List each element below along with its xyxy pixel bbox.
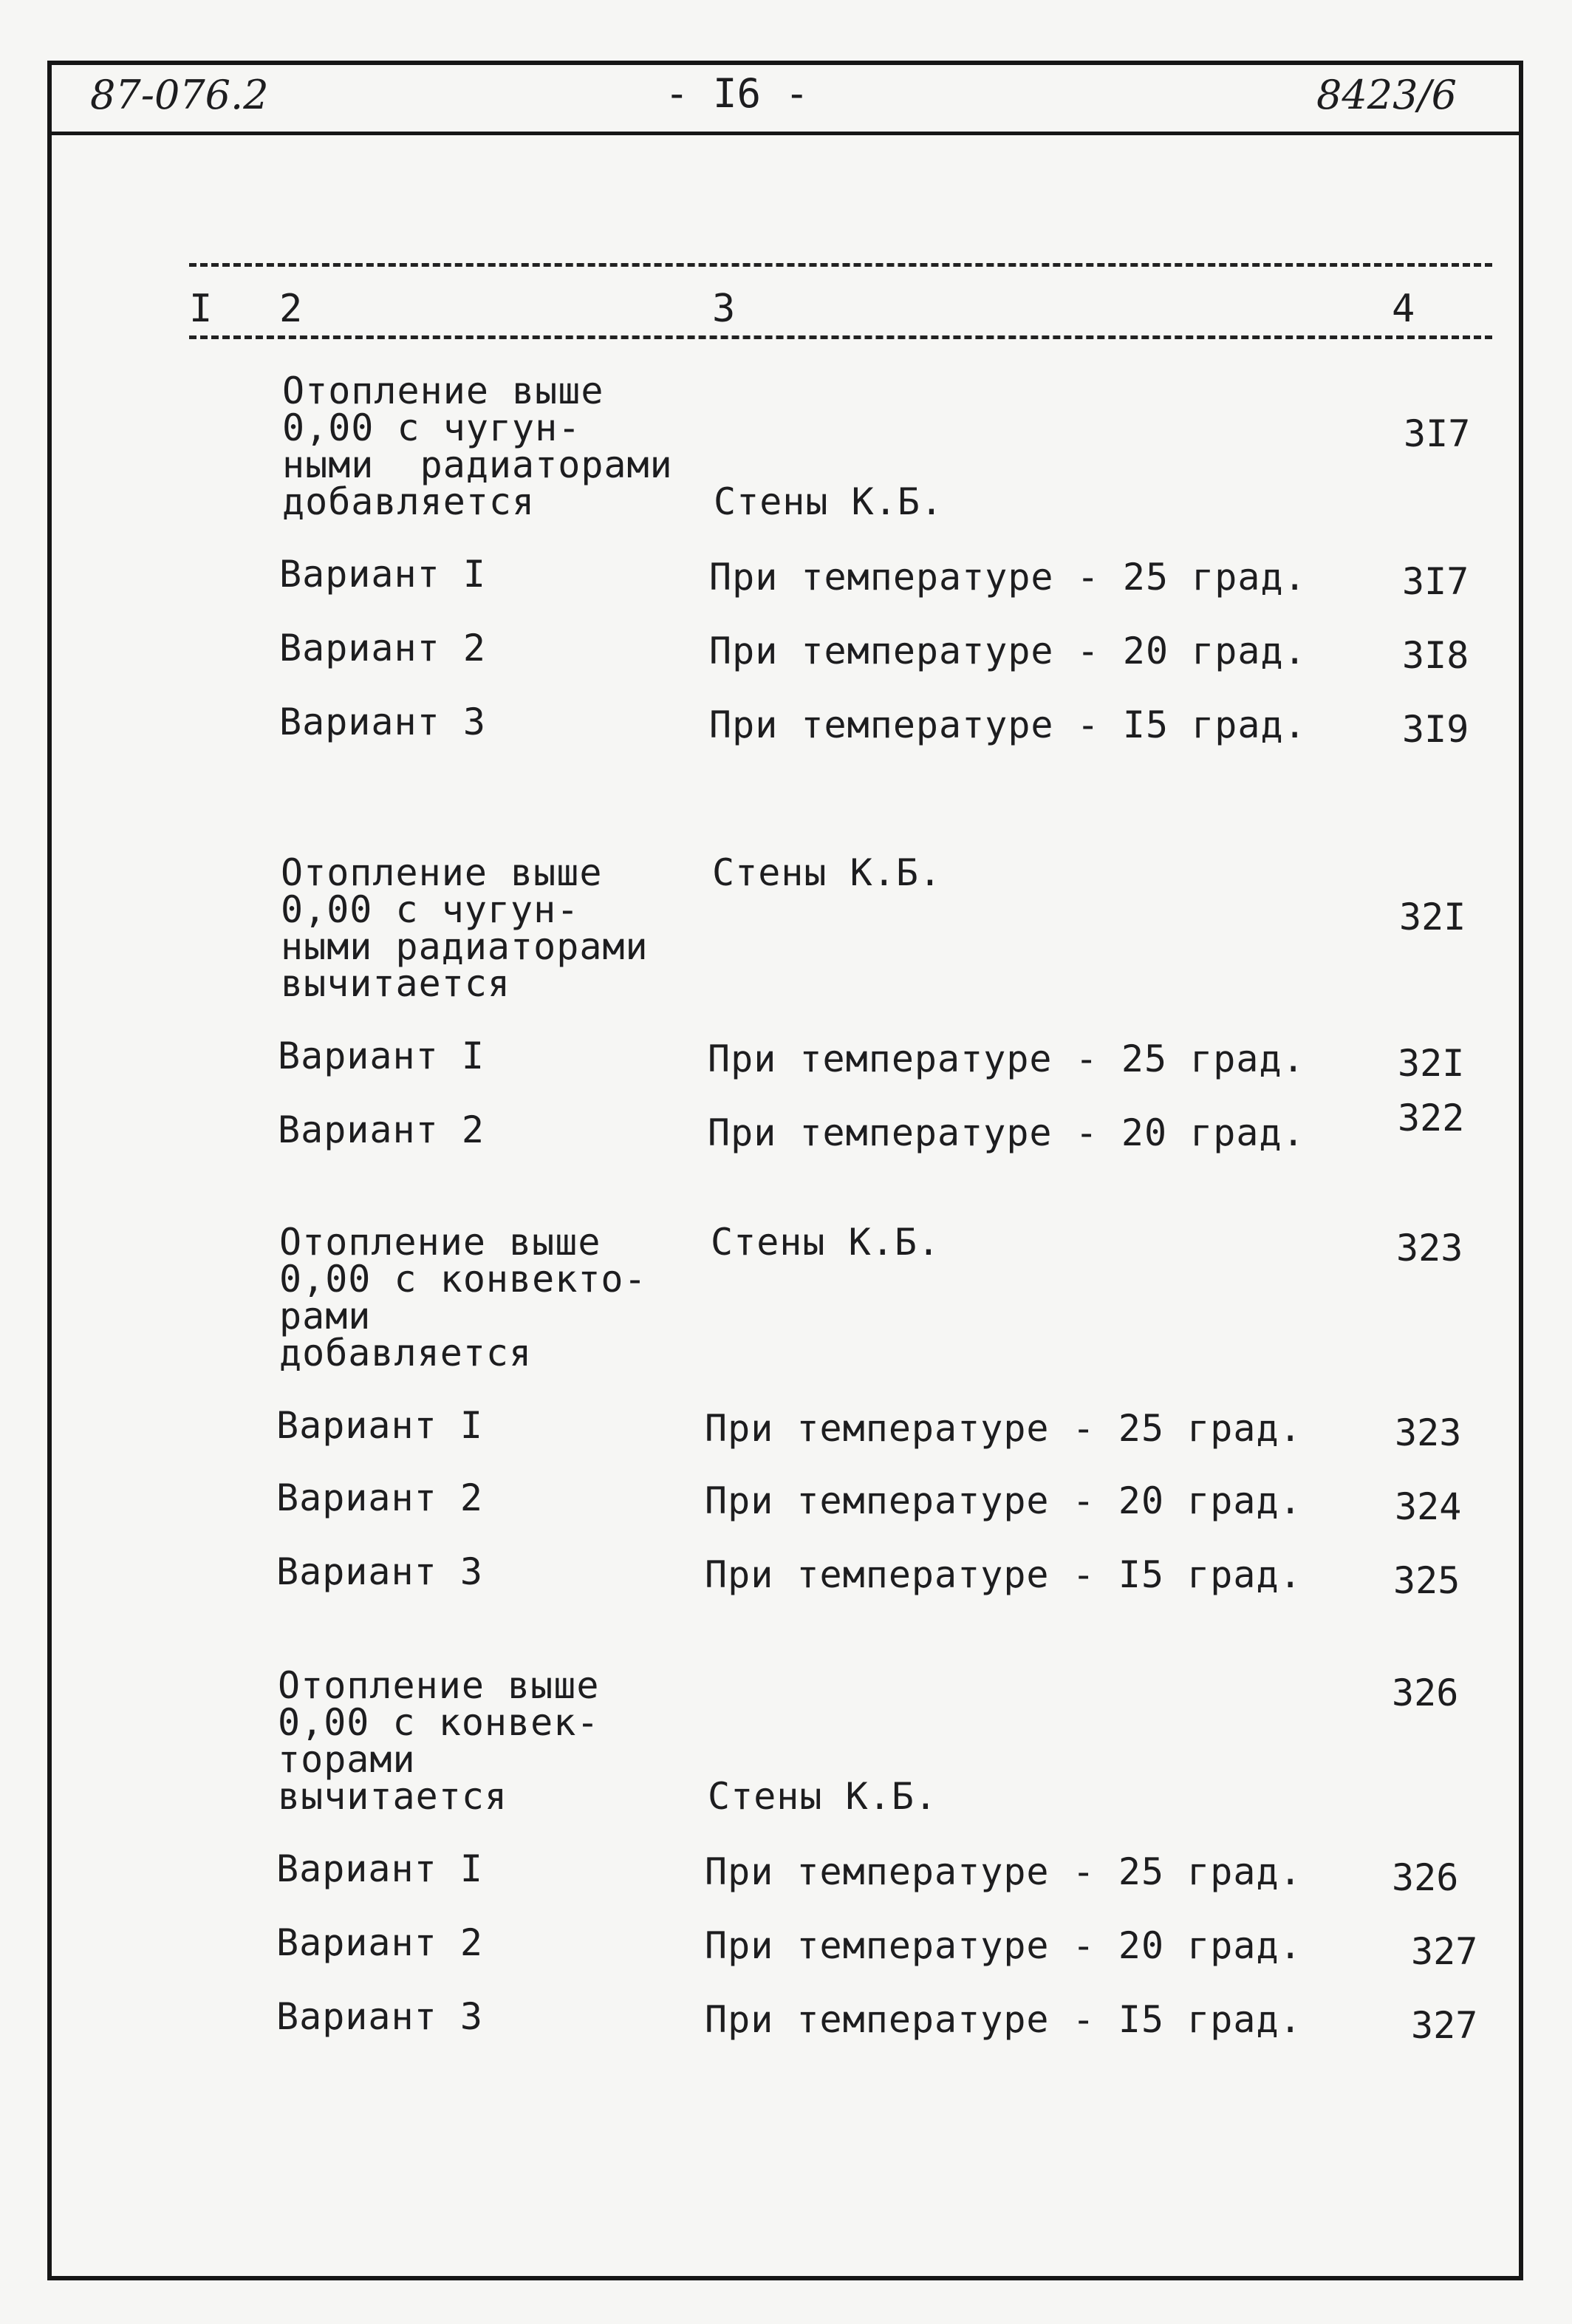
group-title-line: вычитается [278,1775,508,1818]
group-title-line: 0,00 с конвек- [278,1701,600,1744]
variant-page: 326 [1392,1856,1459,1899]
column-number-2: 2 [279,287,303,331]
variant-label: Вариант I [276,1404,483,1447]
variant-label: Вариант 3 [276,1550,483,1593]
page-number: - I6 - [665,70,810,117]
group-title-line: 0,00 с чугун- [282,406,581,449]
table-header-rule [189,335,1492,339]
group-title-line: Отопление выше [278,1664,600,1707]
variant-desc: При температуре - I5 град. [705,1998,1302,2041]
variant-label: Вариант I [278,1035,485,1077]
variant-desc: При температуре - 25 град. [705,1850,1302,1893]
column-number-1: I [189,287,213,331]
group-title-line: вычитается [281,962,511,1005]
variant-desc: При температуре - 20 град. [709,630,1307,672]
variant-page: 322 [1398,1097,1465,1139]
variant-page: 327 [1411,1930,1478,1973]
group-walls: Стены К.Б. [711,1221,941,1264]
variant-desc: При температуре - 20 град. [705,1479,1302,1522]
variant-desc: При температуре - 20 град. [705,1924,1302,1967]
variant-label: Вариант 3 [279,701,486,743]
variant-page: 327 [1411,2004,1478,2047]
group-page: 32I [1399,896,1466,938]
group-title-line: 0,00 с чугун- [281,888,580,931]
group-title-line: добавляется [279,1332,533,1374]
variant-label: Вариант 2 [276,1921,483,1964]
group-title-line: Отопление выше [282,369,604,412]
variant-label: Вариант 3 [276,1995,483,2038]
doc-code: 87-076.2 [90,72,269,118]
variant-desc: При температуре - 20 град. [708,1111,1305,1154]
variant-label: Вариант I [279,553,486,596]
group-page: 3I7 [1404,412,1471,455]
group-title-line: рами [279,1295,372,1338]
variant-page: 323 [1395,1411,1462,1454]
variant-label: Вариант I [276,1847,483,1890]
variant-desc: При температуре - 25 град. [708,1037,1305,1080]
variant-page: 3I7 [1402,560,1469,603]
group-title-line: Отопление выше [279,1221,601,1264]
group-title-line: Отопление выше [281,851,603,894]
group-page: 323 [1396,1227,1463,1270]
variant-label: Вариант 2 [276,1476,483,1519]
variant-desc: При температуре - 25 град. [705,1407,1302,1450]
header-rule [47,132,1523,135]
variant-desc: При температуре - I5 град. [705,1553,1302,1596]
group-walls: Стены К.Б. [712,851,943,894]
variant-page: 324 [1395,1485,1462,1528]
variant-page: 325 [1393,1559,1460,1602]
sheet-code: 8423/6 [1316,72,1457,118]
variant-page: 32I [1398,1042,1465,1085]
variant-label: Вариант 2 [278,1108,485,1151]
group-title-line: ными радиаторами [281,925,649,968]
group-title-line: ными радиаторами [282,443,673,486]
group-page: 326 [1392,1672,1459,1714]
column-number-3: 3 [712,287,736,331]
variant-label: Вариант 2 [279,627,486,669]
group-title-line: торами [278,1738,416,1781]
table-top-rule [189,263,1492,267]
variant-page: 3I8 [1402,634,1469,677]
group-title-line: добавляется [282,480,536,523]
variant-page: 3I9 [1402,708,1469,751]
column-number-4: 4 [1392,287,1415,331]
variant-desc: При температуре - I5 град. [709,703,1307,746]
group-walls: Стены К.Б. [708,1775,938,1818]
group-walls: Стены К.Б. [714,480,944,523]
group-title-line: 0,00 с конвекто- [279,1258,647,1301]
variant-desc: При температуре - 25 град. [709,556,1307,599]
